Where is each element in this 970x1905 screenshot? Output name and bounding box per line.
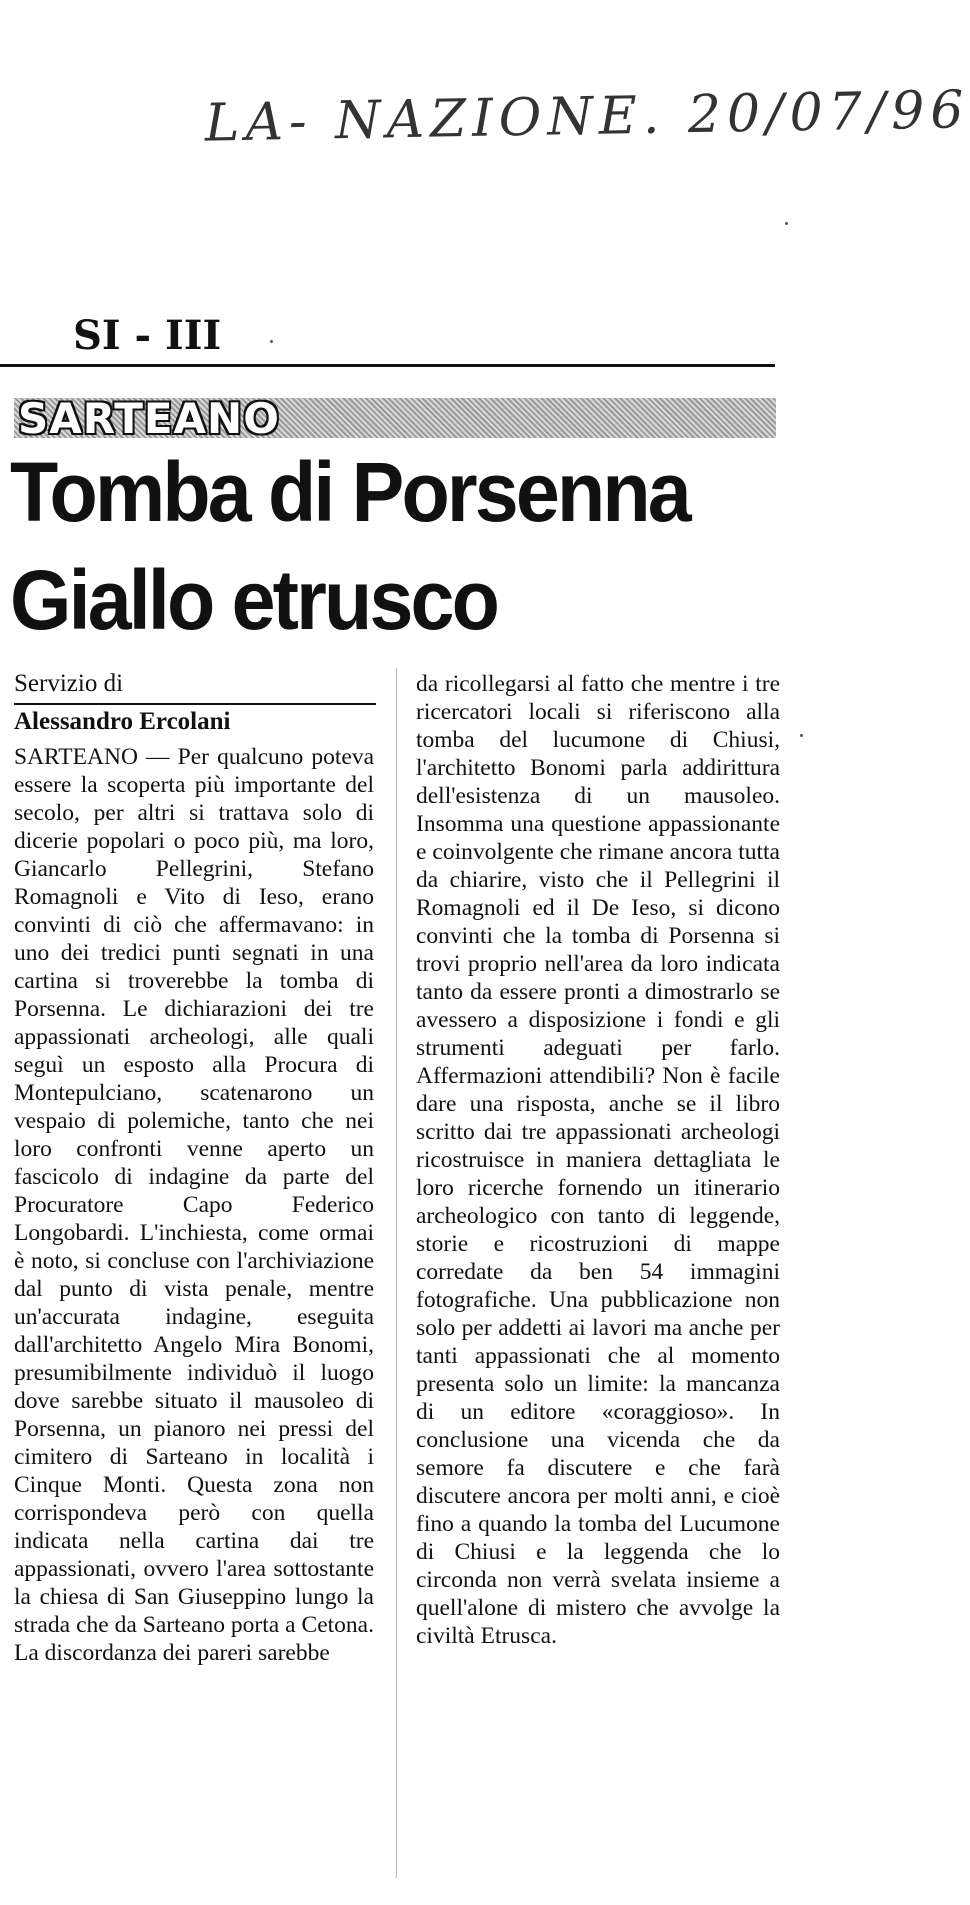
article-column-left: SARTEANO — Per qualcuno poteva essere la scoperta più importante del secolo, per altri si trattava solo di dicerie popolari o poco più, ma loro, Giancarlo Pellegrini, Stefano Romagnoli e Vito di Ieso, erano convinti di ciò che affermavano: in uno dei tredici punti segnati in una cartina si troverebbe la tomba di Porsenna. Le dichiarazioni dei tre appassionati archeologi, alle quali seguì un esposto alla Procura di Montepulciano, scatenarono un vespaio di polemiche, tanto che nei loro confronti venne aperto un fascicolo di indagine da parte del Procuratore Capo Federico Longobardi. L'inchiesta, come ormai è noto, si concluse con l'archiviazione dal punto di vista penale, mentre un'accurata indagine, eseguita dall'architetto Angelo Mira Bonomi, presumibilmente individuò il luogo dove sarebbe situato il mausoleo di Porsenna, un pianoro nei pressi del cimitero di Sarteano in località i Cinque Monti. Questa zona non corrispondeva però con quella indicata nella cartina dai tre appassionati, ovvero l'area sottostante la chiesa di San Giuseppino lungo la strada che da Sarteano porta a Cetona. La discordanza dei pareri sarebbe (14, 744, 374, 1666)
article-column-right: da ricollegarsi al fatto che mentre i tre ricercatori locali si riferiscono alla tomba del lucumone di Chiusi, l'architetto Bonomi parla addirittura dell'esistenza di un mausoleo. Insomma una questione appassionante e coinvolgente che rimane ancora tutta da chiarire, visto che il Pellegrini il Romagnoli ed il De Ieso, si dicono convinti che la tomba di Porsenna si trovi proprio nell'area da loro indicata tanto da essere pronti a dimostrarlo se avessero a disposizione i fondi e gli strumenti adeguati per farlo. Affermazioni attendibili? Non è facile dare una risposta, anche se il libro scritto dai tre appassionati archeologi ricostruisce in maniera dettagliata le loro ricerche fornendo un itinerario archeologico con tanto di leggende, storie e ricostruzioni di mappe corredate da ben 54 immagini fotografiche. Una pubblicazione non solo per addetti ai lavori ma anche per tanti appassionati che al momento presenta solo un limite: la mancanza di un editore «coraggioso». In conclusione una vicenda che da semore fa discutere e che farà discutere ancora per molti anni, e cioè fino a quando la tomba del Lucumone di Chiusi e la leggenda che lo circonda non verrà svelata insieme a quell'alone di mistero che avvolge la civiltà Etrusca. (416, 671, 780, 1649)
header-rule (0, 364, 775, 367)
column-divider (396, 668, 397, 1878)
kicker-label: SARTEANO (18, 394, 280, 443)
byline-rule (14, 703, 376, 705)
byline-author: Alessandro Ercolani (14, 708, 231, 735)
scan-speck (270, 340, 273, 343)
headline-line-2: Giallo etrusco (10, 553, 498, 647)
headline (10, 438, 781, 654)
scan-speck (785, 222, 788, 225)
handwritten-source-annotation: LA- NAZIONE. 20/07/96 (204, 80, 970, 154)
byline-prefix: Servizio di (14, 670, 124, 697)
section-label: SI - III (73, 312, 222, 359)
headline-line-1: Tomba di Porsenna (10, 445, 689, 539)
scan-speck (800, 734, 803, 737)
